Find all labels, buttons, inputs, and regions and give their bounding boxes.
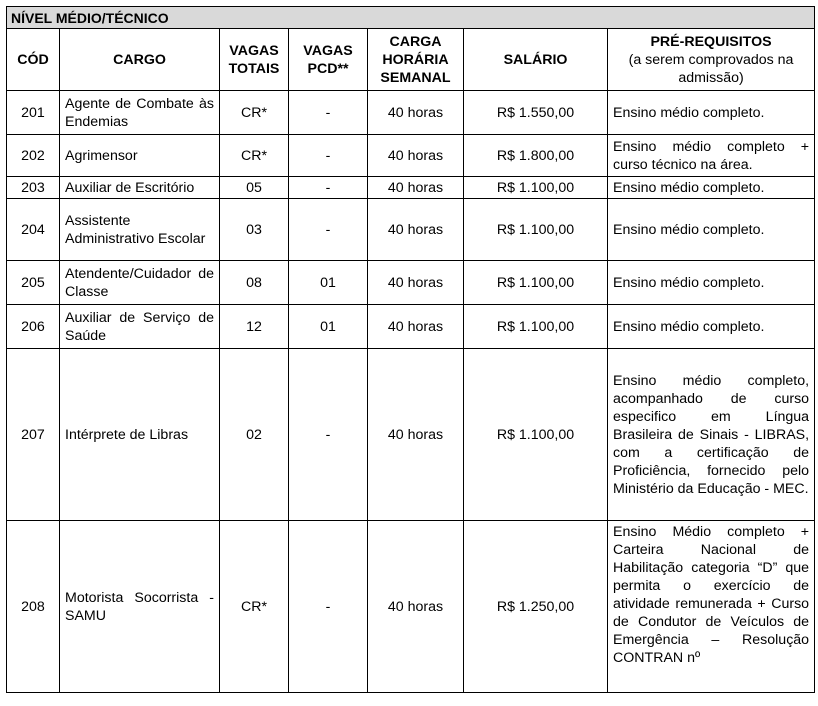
table-row xyxy=(7,521,815,693)
cell-cod: 207 xyxy=(7,349,60,521)
cell-vagas: 03 xyxy=(220,199,289,261)
cell-cod: 208 xyxy=(7,521,60,693)
cell-pcd: - xyxy=(289,349,368,521)
cell-vagas: 05 xyxy=(220,177,289,199)
cell-cod: 206 xyxy=(7,305,60,349)
header-cod: CÓD xyxy=(7,29,60,91)
header-vagas-pcd: VAGAS PCD** xyxy=(289,29,368,91)
cell-carga: 40 horas xyxy=(368,261,464,305)
cell-requisitos: Ensino médio completo, acompanhado de curso especifico em Língua Brasileira de Sinais - LIBRAS, com a certificação de Proficiência, fornecido pelo Ministério da Educação - MEC. xyxy=(608,349,815,521)
section-row xyxy=(7,7,815,29)
cell-carga: 40 horas xyxy=(368,135,464,177)
cell-requisitos: Ensino médio completo. xyxy=(608,199,815,261)
cell-requisitos: Ensino médio completo. xyxy=(608,177,815,199)
cell-carga: 40 horas xyxy=(368,305,464,349)
table-row xyxy=(7,261,815,305)
cell-pcd: - xyxy=(289,135,368,177)
cell-cod: 201 xyxy=(7,91,60,135)
cell-vagas: 08 xyxy=(220,261,289,305)
cell-vagas: 12 xyxy=(220,305,289,349)
cell-salario: R$ 1.800,00 xyxy=(464,135,608,177)
table-row xyxy=(7,135,815,177)
cell-salario: R$ 1.100,00 xyxy=(464,177,608,199)
cell-cargo: Assistente Administrativo Escolar xyxy=(60,199,220,261)
cell-cargo: Atendente/Cuidador de Classe xyxy=(60,261,220,305)
cell-cod: 205 xyxy=(7,261,60,305)
cell-carga: 40 horas xyxy=(368,521,464,693)
cell-pcd: - xyxy=(289,199,368,261)
header-pre-requisitos-title: PRÉ-REQUISITOS xyxy=(650,33,772,50)
cell-pcd: 01 xyxy=(289,305,368,349)
header-pre-requisitos xyxy=(608,29,815,91)
cell-requisitos xyxy=(608,521,815,693)
table-row xyxy=(7,199,815,261)
cell-salario: R$ 1.100,00 xyxy=(464,305,608,349)
cell-carga: 40 horas xyxy=(368,349,464,521)
cell-pcd: - xyxy=(289,521,368,693)
cell-pcd: - xyxy=(289,91,368,135)
positions-table xyxy=(6,6,815,693)
cell-cargo: Agrimensor xyxy=(60,135,220,177)
header-cargo: CARGO xyxy=(60,29,220,91)
cell-pcd: - xyxy=(289,177,368,199)
cell-cargo: Auxiliar de Serviço de Saúde xyxy=(60,305,220,349)
cell-cod: 202 xyxy=(7,135,60,177)
table-row xyxy=(7,349,815,521)
cell-salario: R$ 1.250,00 xyxy=(464,521,608,693)
header-pre-requisitos-sub: (a serem comprovados na admissão) xyxy=(628,51,794,86)
cell-cargo: Agente de Combate às Endemias xyxy=(60,91,220,135)
cell-salario: R$ 1.100,00 xyxy=(464,349,608,521)
cell-requisitos: Ensino médio completo. xyxy=(608,91,815,135)
cell-carga: 40 horas xyxy=(368,91,464,135)
table-row xyxy=(7,177,815,199)
cell-requisitos: Ensino médio completo. xyxy=(608,305,815,349)
cell-salario: R$ 1.550,00 xyxy=(464,91,608,135)
cell-vagas: CR* xyxy=(220,135,289,177)
cell-vagas: 02 xyxy=(220,349,289,521)
cell-cargo: Auxiliar de Escritório xyxy=(60,177,220,199)
header-row xyxy=(7,29,815,91)
header-salario: SALÁRIO xyxy=(464,29,608,91)
cell-carga: 40 horas xyxy=(368,199,464,261)
section-title: NÍVEL MÉDIO/TÉCNICO xyxy=(7,7,815,29)
cell-requisitos-text: Ensino Médio completo + Carteira Nacional de Habilitação categoria “D” que permita o exercício de atividade remunerada + Curso de Condutor de Veículos de Emergência – Resolução CONTRAN nº xyxy=(613,523,810,666)
table-row xyxy=(7,305,815,349)
table-row xyxy=(7,91,815,135)
cell-cod: 203 xyxy=(7,177,60,199)
cell-requisitos: Ensino médio completo. xyxy=(608,261,815,305)
cell-requisitos: Ensino médio completo + curso técnico na área. xyxy=(608,135,815,177)
header-carga: CARGA HORÁRIA SEMANAL xyxy=(368,29,464,91)
cell-pcd: 01 xyxy=(289,261,368,305)
header-vagas-totais: VAGAS TOTAIS xyxy=(220,29,289,91)
cell-salario: R$ 1.100,00 xyxy=(464,261,608,305)
cell-cargo: Intérprete de Libras xyxy=(60,349,220,521)
cell-vagas: CR* xyxy=(220,521,289,693)
cell-salario: R$ 1.100,00 xyxy=(464,199,608,261)
cell-cod: 204 xyxy=(7,199,60,261)
cell-vagas: CR* xyxy=(220,91,289,135)
cell-cargo: Motorista Socorrista - SAMU xyxy=(60,521,220,693)
cell-carga: 40 horas xyxy=(368,177,464,199)
